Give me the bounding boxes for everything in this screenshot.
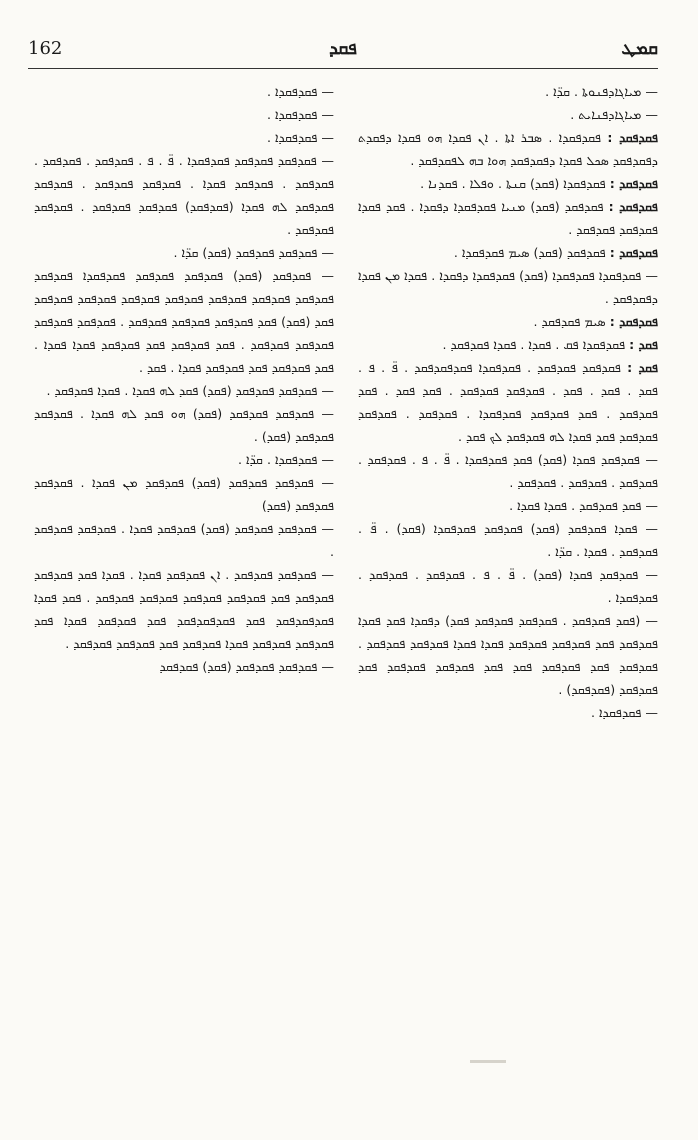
entry-text: — ܦܩܕܦܩܕ ܦܩܕܦܩܕ (ܦܩܕ) ܦܩܕ ܠܗ ܦܩܕܐ . ܦܩܕܐ ܦܩܕܦܩܕ . [46,383,334,398]
dictionary-entry [34,80,334,103]
dictionary-entry [358,448,658,494]
dictionary-entry [34,264,334,379]
dictionary-entry [34,471,334,517]
dictionary-entry [358,195,658,241]
right-column [358,80,658,724]
entry-text: — ܡܝܐܓܐܕܦܢܐܝܬ . [570,107,658,122]
entry-text: — ܦܩܕܦܩܕܐ . [590,705,658,720]
dictionary-entry [34,655,334,678]
dictionary-entry [358,517,658,563]
dictionary-entry [358,172,658,195]
entry-text: — ܦܩܕܦܩܕܐ . ܩܕ̈ܐ . [238,452,334,467]
dictionary-entry [34,103,334,126]
entry-text: — ܦܩܕܦܩܕ ܦܩܕܦܩܕ (ܦܩܕ) ܦܩܕܦܩܕ [159,659,334,674]
dictionary-entry [34,149,334,241]
dictionary-entry [34,402,334,448]
entry-text: — ܦܩܕܦܩܕܐ . [266,130,334,145]
entry-text: — ܦܩܕܦܩܕ ܦܩܕܦܩܕ ܦܩܕܦܩܕܐ . ܦ̈ . ܦ . ܦܩܕܦܩܕ . ܦܩܕܦܩܕ . ܦܩܕܦܩܕ . ܦܩܕܦܩܕ ܦܩܕܐ . ܦܩܕܦܩܕ ܦܩܕܦܩܕ . ܦܩܕܦܩܕ ܦܩܕܦܩܕ ܠܗ ܦܩܕܐ (ܦܩܕܦܩܕ) ܦܩܕܦܩܕ ܦܩܕܦܩܕ . ܦܩܕܦܩܕ ܦܩܕܦܩܕ . [34,153,334,237]
dictionary-entry [358,563,658,609]
entry-text: — ܦܩܕܐ ܦܩܕܦܩܕ (ܦܩܕ) ܦܩܕܦܩܕ ܦܩܕܦܩܕܐ (ܦܩܕ) . ܦ̈ . ܦܩܕܦܩܕ . ܦܩܕܐ . ܩܕ̈ܐ . [358,521,658,559]
entry-lemma: ܦܩܕܦܩܕ : [609,314,658,329]
dictionary-entry [34,448,334,471]
entry-lemma: ܦܩܕ : [629,337,658,352]
page-number: 162 [28,38,63,59]
entry-text: — ܦܩܕܦܩܕ ܦܩܕܦܩܕ . ܐܢ ܦܩܕܦܩܕ ܦܩܕܐ . ܦܩܕܐ ܦܩܕ ܦܩܕܦܩܕ ܦܩܕܦܩܕ ܦܩܕ ܦܩܕܦܩܕ ܦܩܕܦܩܕ ܦܩܕܦܩܕ ܦܩܕܦܩܕ . ܦܩܕ ܦܩܕܐ ܦܩܕܦܩܕܦܩܕ ܦܩܕ ܦܩܕܦܩܕܦܩܕ ܦܩܕ ܦܩܕܦܩܕ ܦܩܕܐ ܦܩܕ ܦܩܕܦܩܕ ܦܩܕܦܩܕ ܦܩܕܐ ܦܩܕܦܩܕ ܦܩܕ ܦܩܕܦܩܕ ܦܩܕܦܩܕ . [34,567,334,651]
entry-text: — ܦܩܕ ܦܩܕܦܩܕ . ܦܩܕܐ ܦܩܕܐ . [509,498,658,513]
entry-text: — ܦܩܕܦܩܕܐ ܦܩܕܦܩܕܐ (ܦܩܕ) ܦܩܕܦܩܕܐ ܕܦܩܕܐ . ܦܩܕܐ ܡܢ ܦܩܕܐ ܕܦܩܕܦܩܕ . [358,268,658,306]
entry-text: ܣܝܡ ܦܩܕܦܩܕ . [533,314,606,329]
entry-text: — ܦܩܕܦܩܕܐ . [266,84,334,99]
entry-text: ܦܩܕܦܩܕܐ (ܦܩܕ) ܩܢܬܐ . ܘܦܠܐ . ܦܩܕܢܐ . [420,176,606,191]
dictionary-entry [358,241,658,264]
entry-text: — ܦܩܕܦܩܕܐ . [266,107,334,122]
dictionary-entry [358,80,658,103]
page-header [28,36,658,66]
entry-text: ܦܩܕܦܩܕ (ܦܩܕ) ܣܝܡ ܦܩܕܦܩܕܐ . [453,245,606,260]
entry-lemma: ܦܩܕܦܩܕ : [609,176,658,191]
entry-text: ܦܩܕܦܩܕܐ ܦܩ . ܦܩܕܐ . ܦܩܕܐ ܦܩܕܦܩܕ . [442,337,626,352]
entry-text: — ܦܩܕܦܩܕ ܦܩܕܦܩܕ (ܦܩܕ) ܦܩܕܦܩܕ ܦܩܕܐ . ܦܩܕܦܩܕ ܦܩܕܦܩܕ . [34,521,334,559]
dictionary-entry [358,264,658,310]
entry-text: — ܦܩܕܦܩܕ (ܦܩܕ) ܦܩܕܦܩܕ ܦܩܕܦܩܕ ܦܩܕܦܩܕܐ ܦܩܕܦܩܕ ܦܩܕܦܩܕ ܦܩܕܦܩܕ ܦܩܕܦܩܕ ܦܩܕܦܩܕ ܦܩܕܦܩܕ ܦܩܕܦܩܕ ܦܩܕܦܩܕ ܦܩܕ (ܦܩܕ) ܦܩܕ ܦܩܕܦܩܕ ܦܩܕܦܩܕ ܦܩܕܦܩܕ . ܦܩܕܦܩܕ ܦܩܕܦܩܕ ܦܩܕܦܩܕ ܦܩܕܦܩܕ . ܦܩܕ ܦܩܕܦܩܕ ܦܩܕ ܦܩܕܦܩܕ ܦܩܕܐ ܦܩܕܐ . ܦܩܕ ܦܩܕܦܩܕ ܦܩܕ ܦܩܕܦܩܕ ܦܩܕܐ . ܦܩܕ . [34,268,334,375]
entry-text: ܦܩܕܦܩܕ (ܦܩܕ) ܡܢܝܐ ܦܩܕܦܩܕܐ ܕܦܩܕܐ . ܦܩܕ ܦܩܕܐ ܦܩܕܦܩܕ ܦܩܕܦܩܕ . [358,199,658,237]
dictionary-entry [358,126,658,172]
dictionary-entry [358,494,658,517]
entry-text: — ܦܩܕܦܩܕ ܦܩܕܐ (ܦܩܕ) . ܦ̈ . ܦ . ܦܩܕܦܩܕ . ܦܩܕܦܩܕ . ܦܩܕܦܩܕܐ . [358,567,658,605]
running-head-center: ܦܩܕ [329,38,357,59]
dictionary-entry [34,126,334,149]
entry-lemma: ܦܩܕܦܩܕ : [607,130,658,145]
entry-text: ܦܩܕܦܩܕܐ . ܣܒܪ ܐܬܐ . ܐܢ ܦܩܕܐ ܗܘ ܦܩܕܐ ܕܦܩܕܬ ܕܦܩܕܦܩܕ ܣܟܠ ܦܩܕܐ ܕܦܩܕܦܩܕ ܗܘܐ ܒܗ ܠܦܩܕܦܩܕ . [358,130,658,168]
left-column [34,80,334,678]
header-rule [28,68,658,69]
entry-text: — ܦܩܕܦܩܕ ܦܩܕܐ (ܦܩܕ) ܦܩܕ ܦܩܕܦܩܕܐ . ܦ̈ . ܦ . ܦܩܕܦܩܕ . ܦܩܕܦܩܕ . ܦܩܕܦܩܕ . ܦܩܕܦܩܕ . [358,452,658,490]
dictionary-entry [34,379,334,402]
dictionary-entry [358,356,658,448]
entry-text: — ܦܩܕܦܩܕ ܦܩܕܦܩܕ (ܦܩܕ) ܗܘ ܦܩܕ ܠܗ ܦܩܕܐ . ܦܩܕܦܩܕ ܦܩܕܦܩܕ (ܦܩܕ) . [34,406,334,444]
page-smudge [470,1060,506,1063]
entry-text: — (ܦܩܕ ܦܩܕܦܩܕ . ܦܩܕܦܩܕ ܦܩܕܦܩܕ ܦܩܕ) ܕܦܩܕܐ ܦܩܕ ܦܩܕܐ ܦܩܕܦܩܕ ܦܩܕ ܦܩܕܦܩܕ ܦܩܕܦܩܕ ܦܩܕܐ ܦܩܕܐ ܦܩܕܦܩܕ ܦܩܕܦܩܕ . ܦܩܕܦܩܕ ܦܩܕ ܦܩܕܦܩܕ ܦܩܕ ܦܩܕ ܦܩܕܦܩܕ ܦܩܕܦܩܕ ܦܩܕ ܦܩܕܦܩܕ (ܦܩܕܦܩܕ) . [358,613,658,697]
entry-text: — ܡܝܐܓܐܕܦܢܘܬܐ . ܩܕ̈ܐ . [545,84,658,99]
entry-text: — ܦܩܕܦܩܕ ܦܩܕܦܩܕ (ܦܩܕ) ܩܕ̈ܐ . [173,245,334,260]
dictionary-entry [358,609,658,701]
dictionary-entry [358,333,658,356]
entry-text: ܦܩܕܦܩܕ ܦܩܕܦܩܕ . ܦܩܕܦܩܕܐ ܦܩܕܦܩܕܦܩܕ . ܦ̈ . ܦ . ܦܩܕ . ܦܩܕ . ܦܩܕ . ܦܩܕܦܩܕ ܦܩܕܦܩܕ . ܦܩܕ ܦܩܕ . ܦܩܕ ܦܩܕܦܩܕ . ܦܩܕ ܦܩܕܦܩܕ ܦܩܕܦܩܕܐ . ܦܩܕܦܩܕ . ܦܩܕܦܩܕ ܦܩܕܦܩܕ ܦܩܕ ܦܩܕܐ ܠܗ ܦܩܕܦܩܕ ܠܟ ܦܩܕ . [358,360,658,444]
entry-lemma: ܦܩܕܦܩܕ : [609,245,658,260]
dictionary-entry [34,241,334,264]
entry-lemma: ܦܩܕ : [627,360,658,375]
dictionary-entry [358,103,658,126]
dictionary-entry [34,563,334,655]
entry-lemma: ܦܩܕܦܩܕ : [608,199,658,214]
dictionary-entry [358,701,658,724]
dictionary-entry [358,310,658,333]
running-head-right: ܩܡܛ [621,38,658,59]
dictionary-entry [34,517,334,563]
entry-text: — ܦܩܕܦܩܕ ܦܩܕܦܩܕ (ܦܩܕ) ܦܩܕܦܩܕ ܡܢ ܦܩܕܐ . ܦܩܕܦܩܕ ܦܩܕܦܩܕ (ܦܩܕ) [34,475,334,513]
